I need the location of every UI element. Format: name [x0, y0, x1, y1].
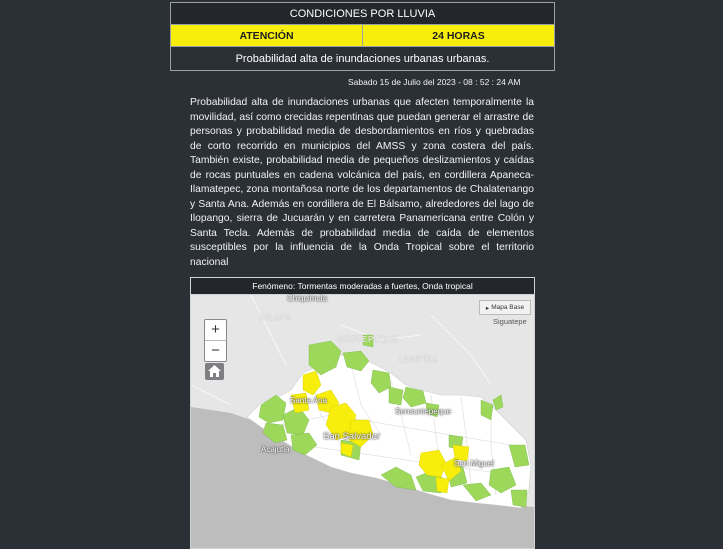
label-jalapa: JALAPA	[259, 313, 292, 322]
zoom-in-button[interactable]: +	[211, 321, 220, 338]
map-canvas[interactable]	[191, 295, 534, 548]
label-santa-ana: Santa Ana	[290, 396, 327, 405]
label-san-salvador: San Salvador	[323, 431, 381, 442]
alert-title: CONDICIONES POR LLUVIA	[171, 3, 554, 25]
play-icon: ▸	[485, 304, 490, 312]
zoom-out-button[interactable]: −	[205, 340, 226, 361]
timestamp: Sabado 15 de Julio del 2023 - 08 : 52 : 24 AM	[348, 77, 521, 87]
label-ocotepeque: OCOTEPEQUE	[337, 335, 399, 344]
alert-header-table	[170, 2, 555, 71]
label-sensuntepeque: Sensuntepeque	[395, 407, 452, 416]
alert-map	[190, 277, 535, 549]
alert-level-row	[171, 25, 554, 47]
home-button[interactable]	[205, 363, 224, 380]
label-lempira: LEMPIRA	[399, 355, 438, 364]
alert-summary: Probabilidad alta de inundaciones urbanas urbanas.	[171, 47, 554, 70]
zoom-control	[204, 319, 227, 362]
basemap-button[interactable]	[479, 300, 531, 315]
alert-level: ATENCIÓN	[239, 29, 294, 42]
label-siguatepeque: Siguatepe	[493, 317, 527, 326]
alert-description: Probabilidad alta de inundaciones urbanas que afecten temporalmente la movilidad, así como crecidas repentinas que puedan generar el arrastre de personas y probabilidad media de desbordamientos en ríos y quebradas de corto recorrido en municipios del AMSS y zona costera del país. También existe, probabilidad media de pequeños deslizamientos y caídas de rocas puntuales en cadena volcánica del país, en cordillera Apaneca-Ilamatepec, zona montañosa norte de los departamentos de Chalatenango y Santa Ana. Además en cordillera de El Bálsamo, alrededores del lago de Ilopango, sierra de Jucuarán y en carretera Panamericana entre Colón y Santa Tecla. Además de probabilidad media de caída de elementos susceptibles por la influencia de la Onda Tropical sobre el territorio nacional	[190, 97, 534, 268]
map-svg	[191, 295, 534, 548]
label-chiquimula: Chiquimula	[287, 294, 328, 303]
label-san-miguel: San Miguel	[454, 459, 495, 468]
basemap-label: Mapa Base	[491, 304, 525, 311]
alert-duration: 24 HORAS	[362, 25, 554, 46]
label-acajutla: Acajutla	[261, 445, 290, 454]
map-caption: Fenómeno: Tormentas moderadas a fuertes, Onda tropical	[191, 278, 534, 295]
home-icon	[205, 363, 224, 380]
